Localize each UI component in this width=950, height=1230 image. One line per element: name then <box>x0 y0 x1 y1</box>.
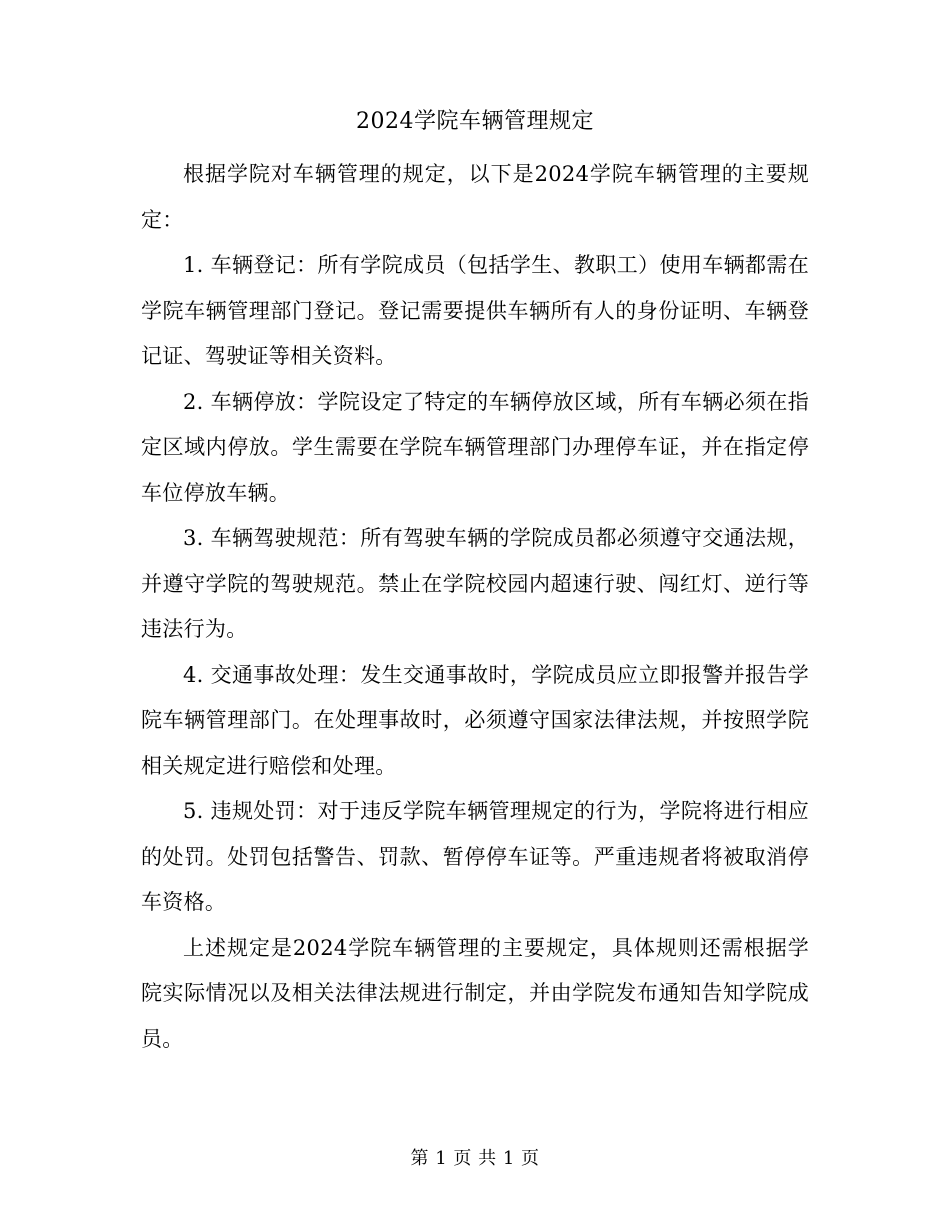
rule-driving-conduct: 3. 车辆驾驶规范：所有驾驶车辆的学院成员都必须遵守交通法规，并遵守学院的驾驶规范。禁止在学院校园内超速行驶、闯红灯、逆行等违法行为。 <box>141 526 809 641</box>
page-number-footer: 第 1 页 共 1 页 <box>410 1148 540 1169</box>
intro-paragraph: 根据学院对车辆管理的规定，以下是2024学院车辆管理的主要规定： <box>141 162 809 232</box>
rule-vehicle-registration: 1. 车辆登记：所有学院成员（包括学生、教职工）使用车辆都需在学院车辆管理部门登记。登记需要提供车辆所有人的身份证明、车辆登记证、驾驶证等相关资料。 <box>141 253 809 368</box>
document-title: 2024学院车辆管理规定 <box>356 109 594 134</box>
document-body <box>141 152 809 1062</box>
rule-accident-handling: 4. 交通事故处理：发生交通事故时，学院成员应立即报警并报告学院车辆管理部门。在处理事故时，必须遵守国家法律法规，并按照学院相关规定进行赔偿和处理。 <box>141 662 809 778</box>
closing-paragraph: 上述规定是2024学院车辆管理的主要规定，具体规则还需根据学院实际情况以及相关法律法规进行制定，并由学院发布通知告知学院成员。 <box>141 935 809 1051</box>
rule-violation-penalty: 5. 违规处罚：对于违反学院车辆管理规定的行为，学院将进行相应的处罚。处罚包括警告、罚款、暂停停车证等。严重违规者将被取消停车资格。 <box>141 799 809 914</box>
rule-vehicle-parking: 2. 车辆停放：学院设定了特定的车辆停放区域，所有车辆必须在指定区域内停放。学生需要在学院车辆管理部门办理停车证，并在指定停车位停放车辆。 <box>141 389 809 505</box>
